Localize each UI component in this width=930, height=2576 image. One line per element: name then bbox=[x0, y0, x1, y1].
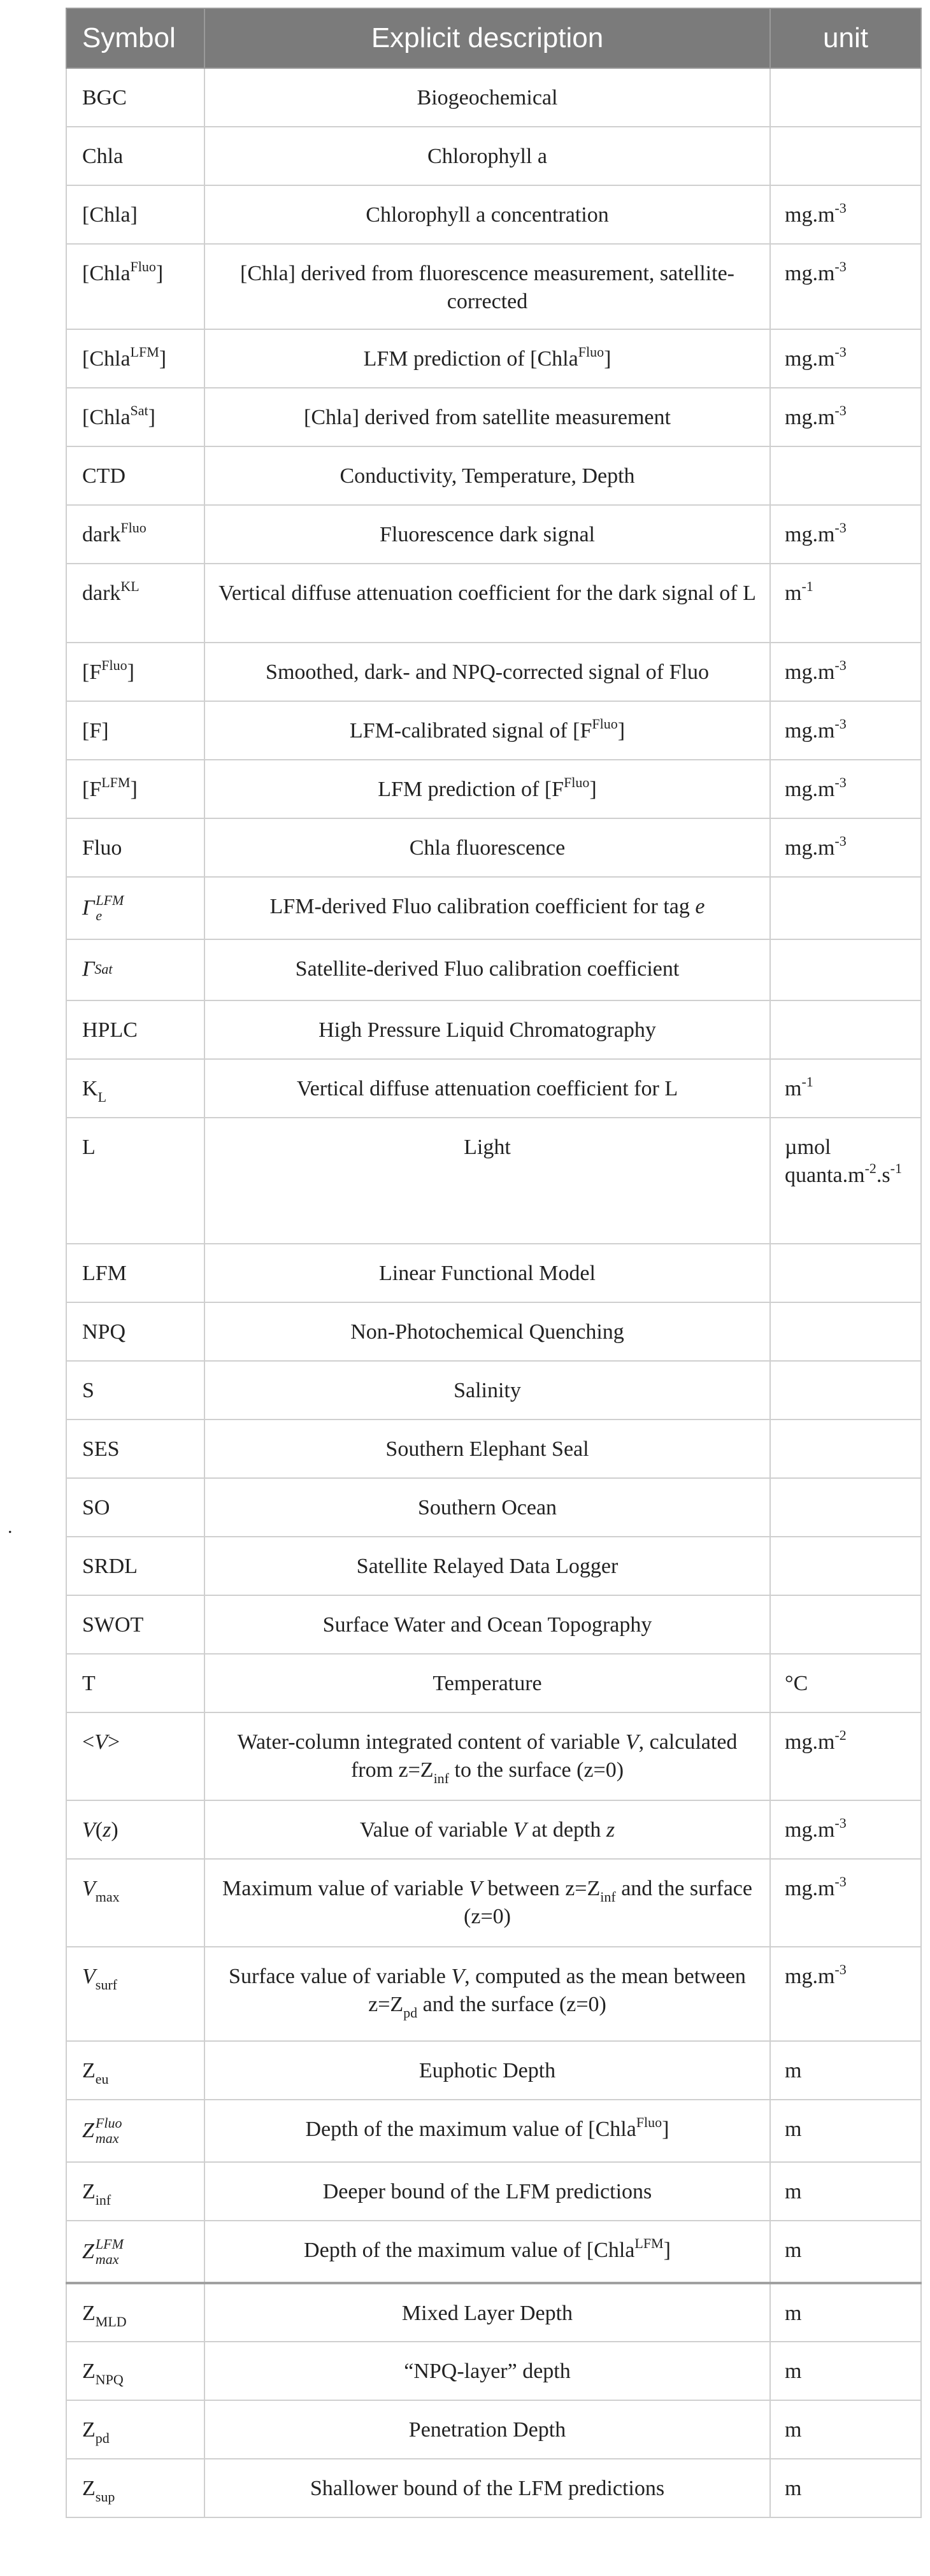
description-cell: LFM-derived Fluo calibration coefficient for tag e bbox=[204, 877, 770, 939]
symbol-cell: HPLC bbox=[66, 1000, 204, 1059]
table-row bbox=[66, 564, 921, 643]
description-cell: Satellite-derived Fluo calibration coefficient bbox=[204, 939, 770, 1000]
table-row bbox=[66, 1118, 921, 1244]
table-row bbox=[66, 2100, 921, 2162]
table-row bbox=[66, 818, 921, 877]
unit-cell: m bbox=[770, 2342, 921, 2400]
description-cell: Shallower bound of the LFM predictions bbox=[204, 2459, 770, 2517]
unit-cell: °C bbox=[770, 1654, 921, 1712]
table-row bbox=[66, 701, 921, 760]
unit-cell bbox=[770, 877, 921, 939]
symbol-cell: L bbox=[66, 1118, 204, 1244]
unit-cell: $m^{-1}$ bbox=[770, 564, 921, 643]
description-cell: LFM prediction of $[F^{Fluo}]$ bbox=[204, 760, 770, 818]
unit-cell: $mg.m^{-3}$ bbox=[770, 701, 921, 760]
unit-cell: $m^{-1}$ bbox=[770, 1059, 921, 1118]
unit-cell: $mg.m^{-3}$ bbox=[770, 1800, 921, 1859]
unit-cell: $mg.m^{-3}$ bbox=[770, 643, 921, 701]
table-row bbox=[66, 1478, 921, 1537]
unit-cell: m bbox=[770, 2459, 921, 2517]
symbol-cell: [F] bbox=[66, 701, 204, 760]
unit-cell: m bbox=[770, 2100, 921, 2162]
symbol-cell: T bbox=[66, 1654, 204, 1712]
description-cell: Linear Functional Model bbox=[204, 1244, 770, 1302]
description-cell: Vertical diffuse attenuation coefficient for the dark signal of L bbox=[204, 564, 770, 643]
symbol-cell: BGC bbox=[66, 68, 204, 127]
symbol-cell: $Z_{NPQ}$ bbox=[66, 2342, 204, 2400]
unit-cell bbox=[770, 446, 921, 505]
symbol-cell: $[F^{Fluo}]$ bbox=[66, 643, 204, 701]
symbol-cell: $Z_{sup}$ bbox=[66, 2459, 204, 2517]
unit-cell bbox=[770, 1302, 921, 1361]
unit-cell: m bbox=[770, 2221, 921, 2283]
unit-cell bbox=[770, 1000, 921, 1059]
table-row bbox=[66, 1947, 921, 2041]
unit-cell bbox=[770, 1478, 921, 1537]
description-cell: Chlorophyll a concentration bbox=[204, 185, 770, 244]
description-cell: Temperature bbox=[204, 1654, 770, 1712]
description-cell: Penetration Depth bbox=[204, 2400, 770, 2459]
symbol-cell: Fluo bbox=[66, 818, 204, 877]
symbol-cell: $Z_{pd}$ bbox=[66, 2400, 204, 2459]
unit-cell: $mg.m^{-3}$ bbox=[770, 1947, 921, 2041]
unit-cell: $mg.m^{-2}$ bbox=[770, 1712, 921, 1800]
table-row bbox=[66, 185, 921, 244]
table-row bbox=[66, 388, 921, 446]
table-row bbox=[66, 1712, 921, 1800]
description-cell: Salinity bbox=[204, 1361, 770, 1420]
symbol-cell: $V_{max}$ bbox=[66, 1859, 204, 1947]
header-unit: unit bbox=[770, 8, 921, 68]
description-cell: Conductivity, Temperature, Depth bbox=[204, 446, 770, 505]
description-cell: LFM prediction of [Chla$^{Fluo}$] bbox=[204, 329, 770, 388]
symbol-cell: $Z_{MLD}$ bbox=[66, 2283, 204, 2342]
table-row bbox=[66, 1244, 921, 1302]
symbol-cell: Γ LFM e bbox=[66, 877, 204, 939]
description-cell: Southern Elephant Seal bbox=[204, 1420, 770, 1478]
description-cell: Deeper bound of the LFM predictions bbox=[204, 2162, 770, 2221]
symbol-cell: Z LFM max bbox=[66, 2221, 204, 2283]
description-cell: Satellite Relayed Data Logger bbox=[204, 1537, 770, 1595]
table-row bbox=[66, 2459, 921, 2517]
description-cell: LFM-calibrated signal of $[F^{Fluo}]$ bbox=[204, 701, 770, 760]
symbol-cell: dark$^{Fluo}$ bbox=[66, 505, 204, 564]
table-row bbox=[66, 2400, 921, 2459]
header-row bbox=[66, 8, 921, 68]
header-symbol: Symbol bbox=[66, 8, 204, 68]
symbol-table bbox=[66, 8, 922, 2518]
table-row bbox=[66, 244, 921, 329]
symbol-cell: <V> bbox=[66, 1712, 204, 1800]
symbol-cell: Γ Sat bbox=[66, 939, 204, 1000]
table-row bbox=[66, 1859, 921, 1947]
symbol-cell: [Chla$^{LFM}$] bbox=[66, 329, 204, 388]
symbol-cell: dark$^{KL}$ bbox=[66, 564, 204, 643]
description-cell: Depth of the maximum value of [Chla$^{LFM}$] bbox=[204, 2221, 770, 2283]
unit-cell: $mg.m^{-3}$ bbox=[770, 505, 921, 564]
table-row bbox=[66, 1361, 921, 1420]
header-description: Explicit description bbox=[204, 8, 770, 68]
description-cell: Southern Ocean bbox=[204, 1478, 770, 1537]
symbol-cell: $[F^{LFM}]$ bbox=[66, 760, 204, 818]
unit-cell: m bbox=[770, 2283, 921, 2342]
description-cell: Water-column integrated content of variable V, calculated from $z=Z_{inf}$ to the surface (z=0) bbox=[204, 1712, 770, 1800]
unit-cell: $mg.m^{-3}$ bbox=[770, 329, 921, 388]
symbol-cell: [Chla$^{Sat}$] bbox=[66, 388, 204, 446]
description-cell: Chla fluorescence bbox=[204, 818, 770, 877]
symbol-cell: SES bbox=[66, 1420, 204, 1478]
symbol-cell: LFM bbox=[66, 1244, 204, 1302]
unit-cell: m bbox=[770, 2162, 921, 2221]
description-cell: Euphotic Depth bbox=[204, 2041, 770, 2100]
unit-cell bbox=[770, 1361, 921, 1420]
unit-cell: $mg.m^{-3}$ bbox=[770, 244, 921, 329]
description-cell: Surface value of variable V, computed as the mean between $z=Z_{pd}$ and the surface (z=0) bbox=[204, 1947, 770, 2041]
table-row bbox=[66, 877, 921, 939]
unit-cell bbox=[770, 1537, 921, 1595]
table-row bbox=[66, 2283, 921, 2342]
unit-cell bbox=[770, 127, 921, 185]
description-cell: Biogeochemical bbox=[204, 68, 770, 127]
table-row bbox=[66, 643, 921, 701]
table-row bbox=[66, 446, 921, 505]
table-row bbox=[66, 2342, 921, 2400]
unit-cell: $mg.m^{-3}$ bbox=[770, 760, 921, 818]
unit-cell: $mg.m^{-3}$ bbox=[770, 388, 921, 446]
symbol-cell: NPQ bbox=[66, 1302, 204, 1361]
description-cell: [Chla] derived from fluorescence measurement, satellite-corrected bbox=[204, 244, 770, 329]
unit-cell: $mg.m^{-3}$ bbox=[770, 185, 921, 244]
description-cell: Surface Water and Ocean Topography bbox=[204, 1595, 770, 1654]
unit-cell bbox=[770, 1420, 921, 1478]
description-cell: Fluorescence dark signal bbox=[204, 505, 770, 564]
description-cell: Smoothed, dark- and NPQ-corrected signal of Fluo bbox=[204, 643, 770, 701]
symbol-cell: Chla bbox=[66, 127, 204, 185]
symbol-cell: SRDL bbox=[66, 1537, 204, 1595]
description-cell: Maximum value of variable V between $z=Z_{inf}$ and the surface (z=0) bbox=[204, 1859, 770, 1947]
description-cell: Chlorophyll a bbox=[204, 127, 770, 185]
table-row bbox=[66, 2041, 921, 2100]
symbol-cell: V(z) bbox=[66, 1800, 204, 1859]
description-cell: Mixed Layer Depth bbox=[204, 2283, 770, 2342]
description-cell: Vertical diffuse attenuation coefficient for L bbox=[204, 1059, 770, 1118]
table-row bbox=[66, 329, 921, 388]
symbol-cell: $V_{surf}$ bbox=[66, 1947, 204, 2041]
symbol-cell: $Z_{eu}$ bbox=[66, 2041, 204, 2100]
table-row bbox=[66, 1059, 921, 1118]
table-row bbox=[66, 1302, 921, 1361]
symbol-cell: S bbox=[66, 1361, 204, 1420]
unit-cell bbox=[770, 1244, 921, 1302]
unit-cell bbox=[770, 939, 921, 1000]
table-row bbox=[66, 1800, 921, 1859]
unit-cell bbox=[770, 1595, 921, 1654]
description-cell: Light bbox=[204, 1118, 770, 1244]
table-row bbox=[66, 2162, 921, 2221]
description-cell: Depth of the maximum value of [Chla$^{Fluo}$] bbox=[204, 2100, 770, 2162]
symbol-cell: Z Fluo max bbox=[66, 2100, 204, 2162]
symbol-cell: [Chla] bbox=[66, 185, 204, 244]
table-row bbox=[66, 1537, 921, 1595]
table-row bbox=[66, 2221, 921, 2283]
unit-cell: m bbox=[770, 2400, 921, 2459]
table-row bbox=[66, 127, 921, 185]
table-row bbox=[66, 939, 921, 1000]
unit-cell: m bbox=[770, 2041, 921, 2100]
symbol-cell: $K_L$ bbox=[66, 1059, 204, 1118]
table-row bbox=[66, 1654, 921, 1712]
symbol-cell: CTD bbox=[66, 446, 204, 505]
symbol-cell: SO bbox=[66, 1478, 204, 1537]
table-row bbox=[66, 1000, 921, 1059]
description-cell: “NPQ-layer” depth bbox=[204, 2342, 770, 2400]
symbol-cell: [Chla$^{Fluo}$] bbox=[66, 244, 204, 329]
description-cell: High Pressure Liquid Chromatography bbox=[204, 1000, 770, 1059]
unit-cell: µmol $quanta.m^{-2}.s^{-1}$ bbox=[770, 1118, 921, 1244]
symbol-cell: $Z_{inf}$ bbox=[66, 2162, 204, 2221]
description-cell: [Chla] derived from satellite measurement bbox=[204, 388, 770, 446]
unit-cell: $mg.m^{-3}$ bbox=[770, 1859, 921, 1947]
description-cell: Non-Photochemical Quenching bbox=[204, 1302, 770, 1361]
margin-dot: . bbox=[8, 1516, 13, 1537]
table-row bbox=[66, 505, 921, 564]
unit-cell bbox=[770, 68, 921, 127]
table-row bbox=[66, 68, 921, 127]
table-row bbox=[66, 760, 921, 818]
table-row bbox=[66, 1595, 921, 1654]
symbol-cell: SWOT bbox=[66, 1595, 204, 1654]
description-cell: Value of variable V at depth z bbox=[204, 1800, 770, 1859]
unit-cell: $mg.m^{-3}$ bbox=[770, 818, 921, 877]
table-row bbox=[66, 1420, 921, 1478]
